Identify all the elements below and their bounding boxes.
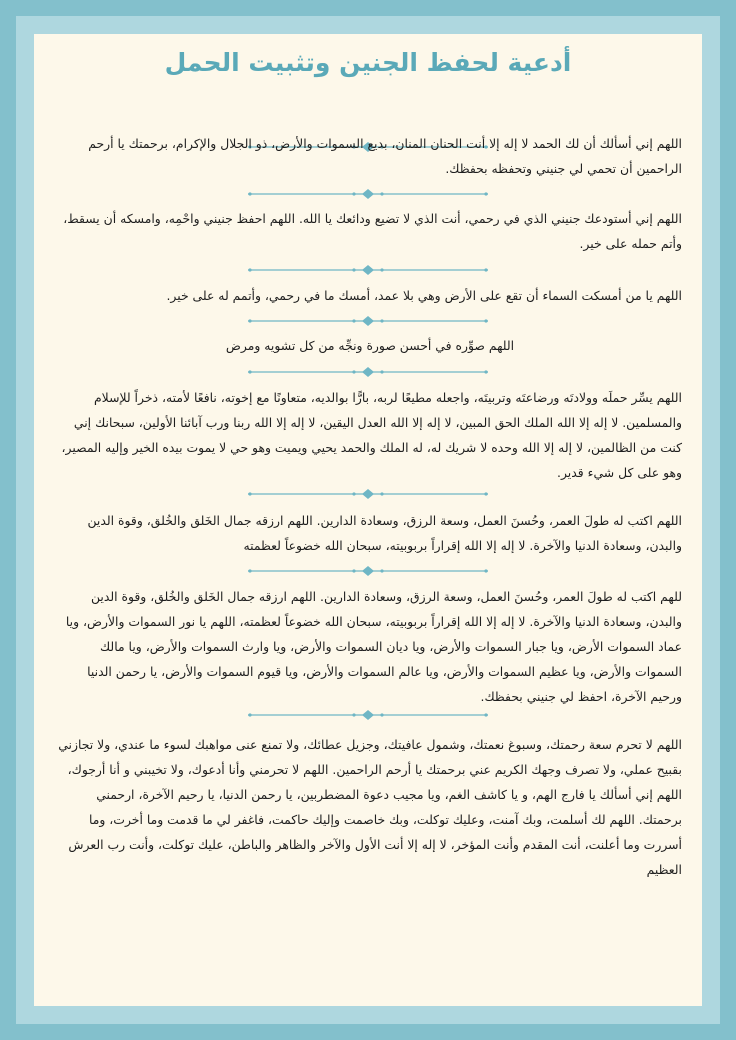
ornamental-divider [248,566,488,576]
prayer-paragraph: اللهم لا تحرم سعة رحمتك، وسبوغ نعمتك، وشمول عافيتك، وجزيل عطائك، ولا تمنع عنى مواهبك لسوء ما عندي، ولا تجازني بقبيح عملي، ولا تصرف وجهك الكريم عني برحمتك يا أرحم الراحمين. اللهم لا تحرمني وأنا أدعوك، ولا تخيبني و أنا أرجوك، اللهم إني أسألك يا فارج الهم، و يا كاشف الغم، ويا مجيب دعوة المضطربين، يا رحمن الدنيا، يا رحيم الآخرة، ارحمني برحمتك. اللهم لك أسلمت، وبك آمنت، وعليك توكلت، وبك خاصمت وإليك حاكمت، فاغفر لي ما قدمت وما أخرت، وما أسررت وما أعلنت، أنت المقدم وأنت المؤخر، لا إله إلا أنت الأول والآخر والظاهر والباطن، عليك توكلت، وأنت رب العرش العظيم [58,737,682,877]
prayer-paragraph: اللهم يسِّر حملَه وولادتَه ورضاعتَه وتربيتَه، واجعله مطيعًا لربه، بارًّا بوالديه، متعاونًا مع إخوته، نافعًا لأمته، ذخراً للإسلام والمسلمين. لا إله إلا الله الملك الحق المبين، لا إله إلا الله العدل اليقين، لا إله إلا الله ربنا ورب آبائنا الأولين، سبحانك إني كنت من الظالمين، لا إله إلا الله وحده لا شريك له، له الملك والحمد يحيي ويميت وهو حي لا يموت بيده الخير وإليه المصير، وهو على كل شيء قدير. [61,390,682,480]
prayer-paragraph: اللهم صوِّره في أحسن صورة ونجِّه من كل تشويه ومرض [225,338,515,353]
document-page [34,34,702,1006]
page-title: أدعية لحفظ الجنين وتثبيت الحمل [164,48,572,77]
prayer-paragraph: اللهم اكتب له طولَ العمر، وحُسنَ العمل، وسعة الرزق، وسعادة الدارين. اللهم ارزقه جمال الخَلق والخُلق، وقوة الدين والبدن، وسعادة الدنيا والآخرة. لا إله إلا الله إقراراً بربوبيته، سبحان الله خضوعاً لعظمته [87,513,682,553]
ornamental-divider [248,265,488,275]
ornamental-divider [248,367,488,377]
prayer-paragraph: للهم اكتب له طولَ العمر، وحُسنَ العمل، وسعة الرزق، وسعادة الدارين. اللهم ارزقه جمال الخَلق والخُلق، وقوة الدين والبدن، وسعادة الدنيا والآخرة. لا إله إلا الله إقراراً بربوبيته، سبحان الله خضوعاً لعظمته، اللهم يا نور السموات والأرض، ويا عماد السموات الأرض، ويا جبار السموات والأرض، ويا ديان السموات والأرض، ويا وارث السموات والأرض، ويا مالك السموات والأرض، ويا عظيم السموات والأرض، ويا عالم السموات والأرض، ويا قيوم السموات والأرض، يا رحمن الدنيا ورحيم الآخرة، احفظ لي جنيني بحفظك. [65,589,682,704]
prayer-paragraph: اللهم إني أستودعك جنيني الذي في رحمي، أنت الذي لا تضيع ودائعك يا الله. اللهم احفظ جنيني واحْمِه، وامسكه أن يسقط، وأتم حمله على خير. [63,211,682,251]
ornamental-divider [248,489,488,499]
prayer-paragraph: اللهم إني أسألك أن لك الحمد لا إله إلا أنت الحنان المنان، بديع السموات والأرض، ذو الجلال والإكرام، برحمتك يا أرحم الراحمين أن تحمي لي جنيني وتحفظه بحفظك. [88,136,682,176]
ornamental-divider [248,316,488,326]
prayer-paragraph: اللهم يا من أمسكت السماء أن تقع على الأرض وهي بلا عمد، أمسك ما في رحمي، وأتمم له على خير. [166,288,682,303]
ornamental-divider [248,710,488,720]
ornamental-divider [248,189,488,199]
